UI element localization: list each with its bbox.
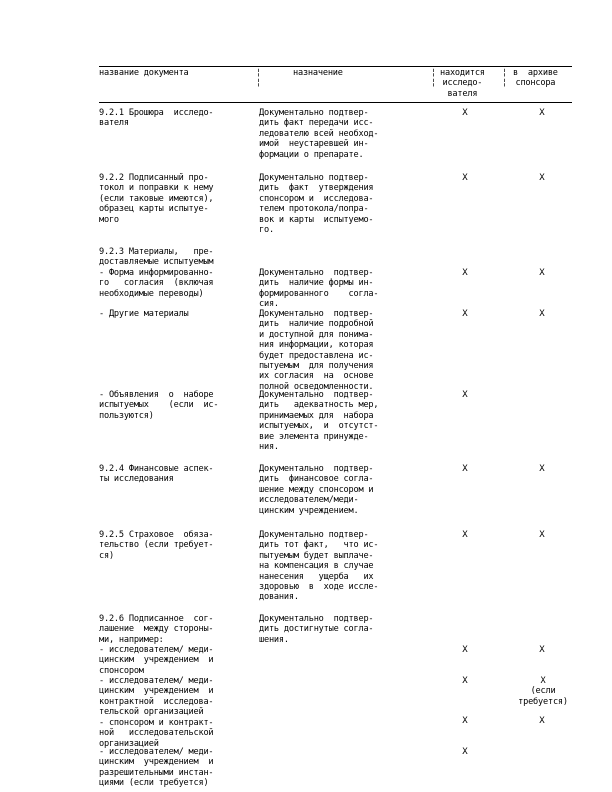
row-sponsor-mark: X (539, 309, 545, 319)
row-document-name: - исследователем/ меди- цинским учреждением и разрешительными инстан- циями (если требуется) (99, 747, 214, 789)
header-separator-3: ¦ ¦ (502, 68, 507, 89)
row-document-name: 9.2.6 Подписанное сог- лашение между стороны- ми, например: (99, 614, 214, 645)
row-document-name: - исследователем/ меди- цинским учреждением и спонсором (99, 645, 214, 676)
row-purpose: Документально подтвер- дить факт утверждения спонсором и исследова- телем протокола/попра- вок и карты испытуемо- го. (259, 173, 374, 236)
row-investigator-mark: X (462, 747, 468, 757)
row-document-name: 9.2.1 Брошюра исследо- вателя (99, 108, 214, 129)
header-separator-1: ¦ ¦ (256, 68, 261, 89)
row-investigator-mark: X (462, 530, 468, 540)
header-top-rule (99, 66, 572, 67)
row-purpose: Документально подтвер- дить финансовое согла- шение между спонсором и исследователем/меди- цинским учреждением. (259, 464, 374, 516)
row-investigator-mark: X (462, 464, 468, 474)
row-purpose: Документально подтвер- дить наличие подробной и доступной для понима- ния информации, которая будет предоставлена ис- пытуемым для получения их согласия на основе полной осведомленности. (259, 309, 374, 392)
row-document-name: - Объявления о наборе испытуемых (если ис- пользуются) (99, 390, 219, 421)
row-investigator-mark: X (462, 676, 468, 686)
row-document-name: 9.2.4 Финансовые аспек- ты исследования (99, 464, 214, 485)
row-investigator-mark: X (462, 645, 468, 655)
row-sponsor-mark: X (539, 108, 545, 118)
row-investigator-mark: X (462, 108, 468, 118)
row-purpose: Документально подтвер- дить факт передачи исс- ледователю всей необход- имой неустаревшей ин- формации о препарате. (259, 108, 379, 160)
row-investigator-mark: X (462, 309, 468, 319)
row-document-name: 9.2.3 Материалы, пре- доставляемые испытуемым - Форма информированно- го согласия (включая необходимые переводы) (99, 247, 214, 299)
row-purpose: Документально подтвер- дить наличие формы ин- формированного согла- сия. (259, 268, 379, 310)
row-sponsor-mark: X (если требуется) (518, 676, 568, 707)
header-investigator: находится исследо- вателя (440, 68, 485, 99)
row-sponsor-mark: X (539, 464, 545, 474)
header-sponsor: в архиве спонсора (513, 68, 558, 89)
row-purpose: Документально подтвер- дить адекватность мер, принимаемых для набора испытуемых, и отсутст- вие элемента принужде- ния. (259, 390, 379, 453)
row-purpose: Документально подтвер- дить достигнутые согла- шения. (259, 614, 374, 645)
row-purpose: Документально подтвер- дить тот факт, что ис- пытуемым будет выплаче- на компенсация в случае нанесения ущерба их здоровью в ходе иссле- дования. (259, 530, 379, 603)
row-sponsor-mark: X (539, 645, 545, 655)
row-sponsor-mark: X (539, 268, 545, 278)
header-purpose: назначение (293, 68, 343, 78)
row-investigator-mark: X (462, 173, 468, 183)
row-document-name: 9.2.2 Подписанный про- токол и поправки к нему (если таковые имеются), образец карты испытуе- мого (99, 173, 214, 225)
row-investigator-mark: X (462, 390, 468, 400)
row-sponsor-mark: X (539, 173, 545, 183)
row-document-name: - исследователем/ меди- цинским учреждением и контрактной исследова- тельской организацией (99, 676, 214, 718)
row-investigator-mark: X (462, 268, 468, 278)
header-document-name: название документа (99, 68, 189, 78)
row-document-name: - Другие материалы (99, 309, 189, 319)
header-separator-2: ¦ ¦ (431, 68, 436, 89)
row-sponsor-mark: X (539, 530, 545, 540)
row-document-name: - спонсором и контракт- ной исследовательской организацией (99, 718, 214, 749)
row-sponsor-mark: X (539, 716, 545, 726)
header-bottom-rule (99, 102, 572, 103)
row-document-name: 9.2.5 Страховое обяза- тельство (если требует- ся) (99, 530, 214, 561)
row-investigator-mark: X (462, 716, 468, 726)
